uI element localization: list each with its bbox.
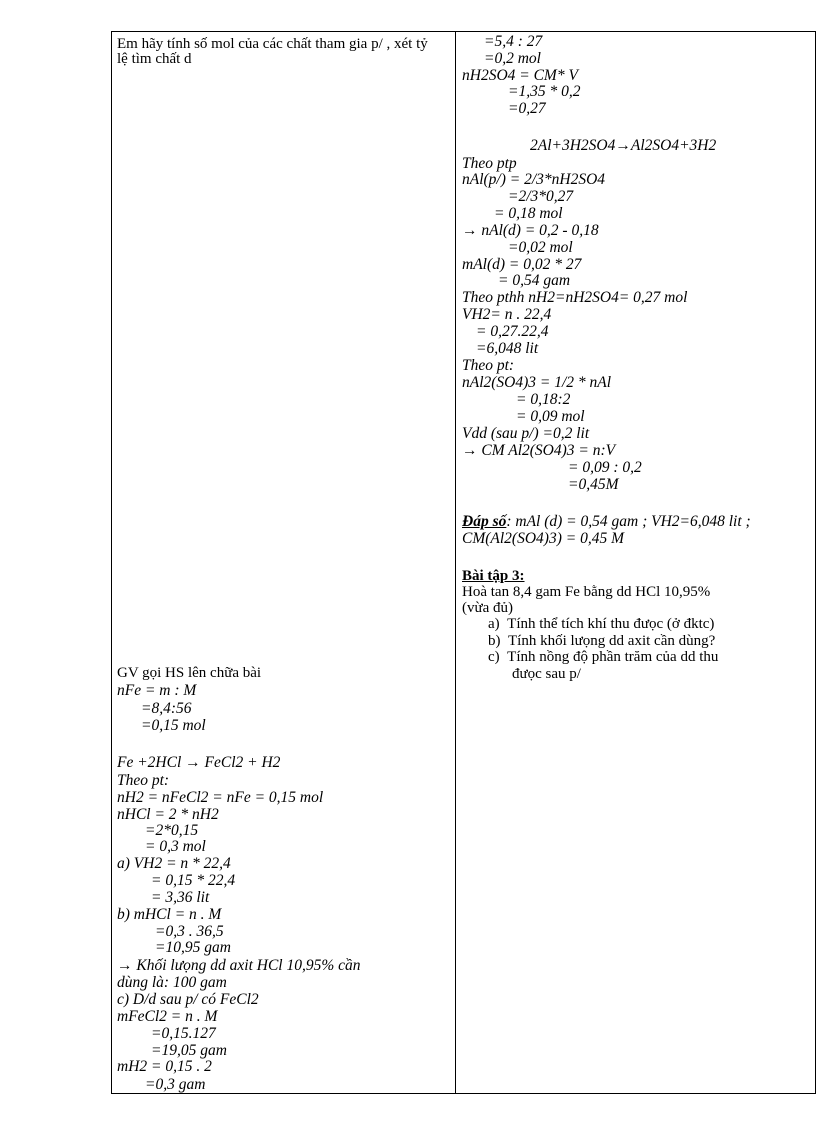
work-line: a) VH2 = n * 22,4 — [117, 855, 231, 872]
question-item: c) Tính nồng độ phần trăm của dd thu — [488, 649, 719, 665]
work-line: dùng là: 100 gam — [117, 974, 227, 991]
work-line: =2*0,15 — [145, 822, 199, 839]
work-line: b) mHCl = n . M — [117, 906, 222, 923]
answer-values: : mAl (d) = 0,54 gam ; VH2=6,048 lit ; — [506, 513, 751, 530]
work-line: → Khối lưọng dd axit HCl 10,95% cần — [117, 957, 361, 974]
lesson-table — [111, 31, 816, 1094]
work-line: nAl(p/) = 2/3*nH2SO4 — [462, 171, 606, 188]
work-line: Theo pt: — [462, 357, 515, 374]
exercise-title: Bài tập 3: — [462, 568, 525, 584]
work-line: =19,05 gam — [151, 1042, 227, 1059]
answer-line-2: CM(Al2(SO4)3) = 0,45 M — [462, 530, 624, 547]
work-line: =0,15 mol — [141, 717, 206, 734]
question-item: a) Tính thể tích khí thu đưọc (ở đktc) — [488, 616, 715, 632]
work-line: =1,35 * 0,2 — [508, 83, 581, 100]
work-line: nHCl = 2 * nH2 — [117, 806, 219, 823]
work-line: nFe = m : M — [117, 682, 197, 699]
work-line: nH2SO4 = CM* V — [462, 67, 578, 84]
column-divider — [455, 32, 456, 1093]
work-line: =5,4 : 27 — [484, 33, 543, 50]
question-item-continuation: đưọc sau p/ — [512, 666, 581, 682]
question-item: b) Tính khối lưọng dd axit cần dùng? — [488, 633, 716, 649]
answer-label: Đáp số — [462, 513, 507, 530]
work-line: = 0,54 gam — [498, 272, 571, 289]
work-line: = 0,15 * 22,4 — [151, 872, 236, 889]
work-line: =0,3 gam — [145, 1076, 206, 1093]
equation-line: Fe +2HCl → FeCl2 + H2 — [117, 754, 281, 771]
work-line: → CM Al2(SO4)3 = n:V — [462, 442, 616, 459]
work-line: = 0,3 mol — [145, 838, 206, 855]
work-line: =10,95 gam — [155, 939, 231, 956]
work-line: = 0,18 mol — [494, 205, 563, 222]
exercise-text: Hoà tan 8,4 gam Fe bằng dd HCl 10,95% — [462, 584, 711, 600]
work-line: Theo ptp — [462, 155, 517, 172]
work-line: =0,02 mol — [508, 239, 573, 256]
work-line: → nAl(d) = 0,2 - 0,18 — [462, 222, 599, 239]
left-column — [117, 32, 450, 1093]
answer-line — [462, 514, 751, 530]
work-line: mFeCl2 = n . M — [117, 1008, 218, 1025]
work-line: =2/3*0,27 — [508, 188, 574, 205]
work-line: mAl(d) = 0,02 * 27 — [462, 256, 582, 273]
work-line: = 0,18:2 — [516, 391, 571, 408]
work-line: nAl2(SO4)3 = 1/2 * nAl — [462, 374, 612, 391]
work-line: VH2= n . 22,4 — [462, 306, 552, 323]
exercise-text: (vừa đủ) — [462, 600, 514, 616]
work-line: c) D/d sau p/ có FeCl2 — [117, 991, 259, 1008]
work-line: = 0,09 mol — [516, 408, 585, 425]
work-line: =0,45M — [568, 476, 619, 493]
work-line: Theo pt: — [117, 772, 170, 789]
work-line: Vdd (sau p/) =0,2 lit — [462, 425, 590, 442]
work-line: =8,4:56 — [141, 700, 192, 717]
gv-line: GV gọi HS lên chữa bài — [117, 665, 262, 681]
work-line: = 3,36 lit — [151, 889, 210, 906]
intro-text: Em hãy tính số mol của các chất tham gia p/ , xét tỷ lệ tìm chất d — [117, 36, 428, 68]
work-line: nH2 = nFeCl2 = nFe = 0,15 mol — [117, 789, 324, 806]
work-line: =0,2 mol — [484, 50, 541, 67]
work-line: =6,048 lit — [476, 340, 539, 357]
work-line: =0,3 . 36,5 — [155, 923, 224, 940]
work-line: =0,27 — [508, 100, 546, 117]
work-line: mH2 = 0,15 . 2 — [117, 1058, 212, 1075]
equation-line: 2Al+3H2SO4→Al2SO4+3H2 — [530, 137, 717, 154]
work-line: = 0,09 : 0,2 — [568, 459, 642, 476]
work-line: =0,15.127 — [151, 1025, 216, 1042]
work-line: Theo pthh nH2=nH2SO4= 0,27 mol — [462, 289, 688, 306]
right-column — [462, 32, 812, 1093]
work-line: = 0,27.22,4 — [476, 323, 549, 340]
